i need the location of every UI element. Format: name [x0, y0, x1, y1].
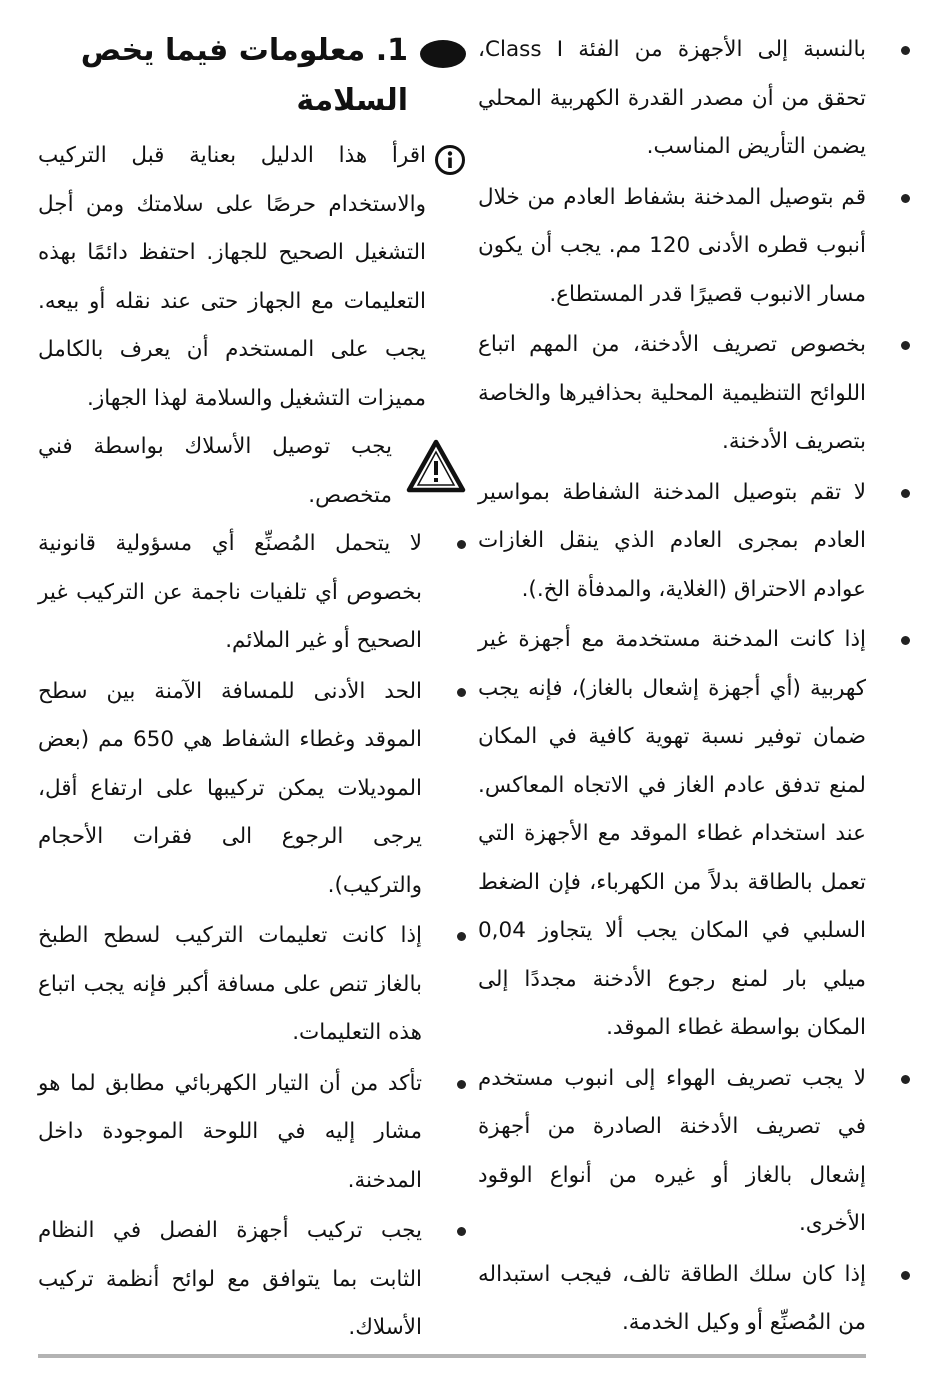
- warning-triangle-icon: [406, 439, 466, 493]
- bullet-text: الحد الأدنى للمسافة الآمنة بين سطح الموقد وغطاء الشفاط هي 650 مم (بعض الموديلات يمكن تركيبها على ارتفاع أقل، يرجى الرجوع الى فقرات الأحجام والتركيب).: [38, 678, 422, 898]
- intro-note: [38, 132, 466, 423]
- bullet-icon: [901, 341, 910, 350]
- bullet-text: لا يتحمل المُصنِّع أي مسؤولية قانونية بخصوص أي تلفيات ناجمة عن التركيب غير الصحيح أو غير الملائم.: [38, 531, 422, 653]
- section-title-text: معلومات فيما يخص السلامة: [80, 33, 408, 118]
- list-item: [478, 174, 910, 320]
- bullet-icon: [901, 1271, 910, 1280]
- warning-note: [38, 423, 466, 520]
- section-number: 1.: [375, 33, 408, 68]
- bullet-text: لا يجب تصريف الهواء إلى انبوب مستخدم في تصريف الأدخنة الصادرة من أجهزة إشعال بالغاز أو غيره من أنواع الوقود الأخرى.: [478, 1065, 866, 1236]
- intro-note-text: اقرأ هذا الدليل بعناية قبل التركيب والاستخدام حرصًا على سلامتك ومن أجل التشغيل الصحيح للجهاز. احتفظ دائمًا بهذه التعليمات مع الجهاز حتى عند نقله أو بيعه. يجب على المستخدم أن يعرف بالكامل مميزات التشغيل والسلامة لهذا الجهاز.: [38, 143, 426, 411]
- left-bullet-list: [38, 520, 466, 1353]
- bullet-icon: [457, 1080, 466, 1089]
- bullet-icon: [901, 194, 910, 203]
- bullet-icon: [901, 489, 910, 498]
- section-badge-icon: [420, 40, 466, 68]
- list-item: [478, 469, 910, 615]
- bullet-icon: [457, 688, 466, 697]
- warning-note-text: يجب توصيل الأسلاك بواسطة فني متخصص.: [38, 434, 392, 508]
- bullet-text: تأكد من أن التيار الكهربائي مطابق لما هو مشار إليه في اللوحة الموجودة داخل المدخنة.: [38, 1070, 422, 1193]
- bullet-text: إذا كانت المدخنة مستخدمة مع أجهزة غير كهربية (أي أجهزة إشعال بالغاز)، فإنه يجب ضمان توفير نسبة تهوية كافية في المكان لمنع تدفق عادم الغاز في الاتجاه المعاكس. عند استخدام غطاء الموقد مع الأجهزة التي تعمل بالطاقة بدلاً من الكهرباء، فإن الضغط السلبي في المكان يجب ألا يتجاوز 0,04 ميلي بار لمنع رجوع الأدخنة مجددًا إلى المكان بواسطة غطاء الموقد.: [478, 627, 866, 1040]
- list-item: [38, 520, 466, 666]
- bullet-icon: [457, 932, 466, 941]
- bullet-icon: [457, 1227, 466, 1236]
- list-item: [478, 1055, 910, 1249]
- list-item: [478, 616, 910, 1053]
- list-item: [38, 1060, 466, 1206]
- list-item: [38, 912, 466, 1058]
- bullet-text: إذا كانت تعليمات التركيب لسطح الطبخ بالغاز تنص على مسافة أكبر فإنه يجب اتباع هذه التعليمات.: [38, 923, 422, 1045]
- list-item: [478, 1251, 910, 1348]
- bullet-text: بالنسبة إلى الأجهزة من الفئة Class I، تحقق من أن مصدر القدرة الكهربية المحلي يضمن التأريض المناسب.: [478, 37, 866, 159]
- bullet-icon: [901, 636, 910, 645]
- bullet-text: إذا كان سلك الطاقة تالف، فيجب استبداله من المُصنِّع أو وكيل الخدمة.: [478, 1261, 866, 1335]
- bullet-icon: [901, 1075, 910, 1084]
- list-item: [38, 668, 466, 911]
- bullet-icon: [901, 46, 910, 55]
- list-item: [478, 321, 910, 467]
- section-heading: [38, 26, 466, 126]
- page-columns: [38, 26, 910, 1355]
- right-bullet-list: [478, 26, 910, 1348]
- page-footer-rule: [38, 1354, 866, 1358]
- list-item: [478, 26, 910, 172]
- list-item: [38, 1207, 466, 1353]
- bullet-text: يجب تركيب أجهزة الفصل في النظام الثابت بما يتوافق مع لوائح أنظمة تركيب الأسلاك.: [38, 1218, 422, 1340]
- bullet-text: قم بتوصيل المدخنة بشفاط العادم من خلال أنبوب قطره الأدنى 120 مم. يجب أن يكون مسار الانبوب قصيرًا قدر المستطاع.: [478, 184, 866, 307]
- bullet-text: بخصوص تصريف الأدخنة، من المهم اتباع اللوائح التنظيمية المحلية بحذافيرها والخاصة بتصريف الأدخنة.: [478, 332, 866, 454]
- left-column: [38, 26, 466, 1355]
- info-icon: [434, 144, 466, 176]
- right-column: [478, 26, 910, 1355]
- bullet-text: لا تقم بتوصيل المدخنة الشفاطة بمواسير العادم بمجرى العادم الذي ينقل الغازات عوادم الاحتراق (الغلاية، والمدفأة الخ.).: [478, 479, 866, 602]
- bullet-icon: [457, 540, 466, 549]
- section-title: [38, 26, 408, 126]
